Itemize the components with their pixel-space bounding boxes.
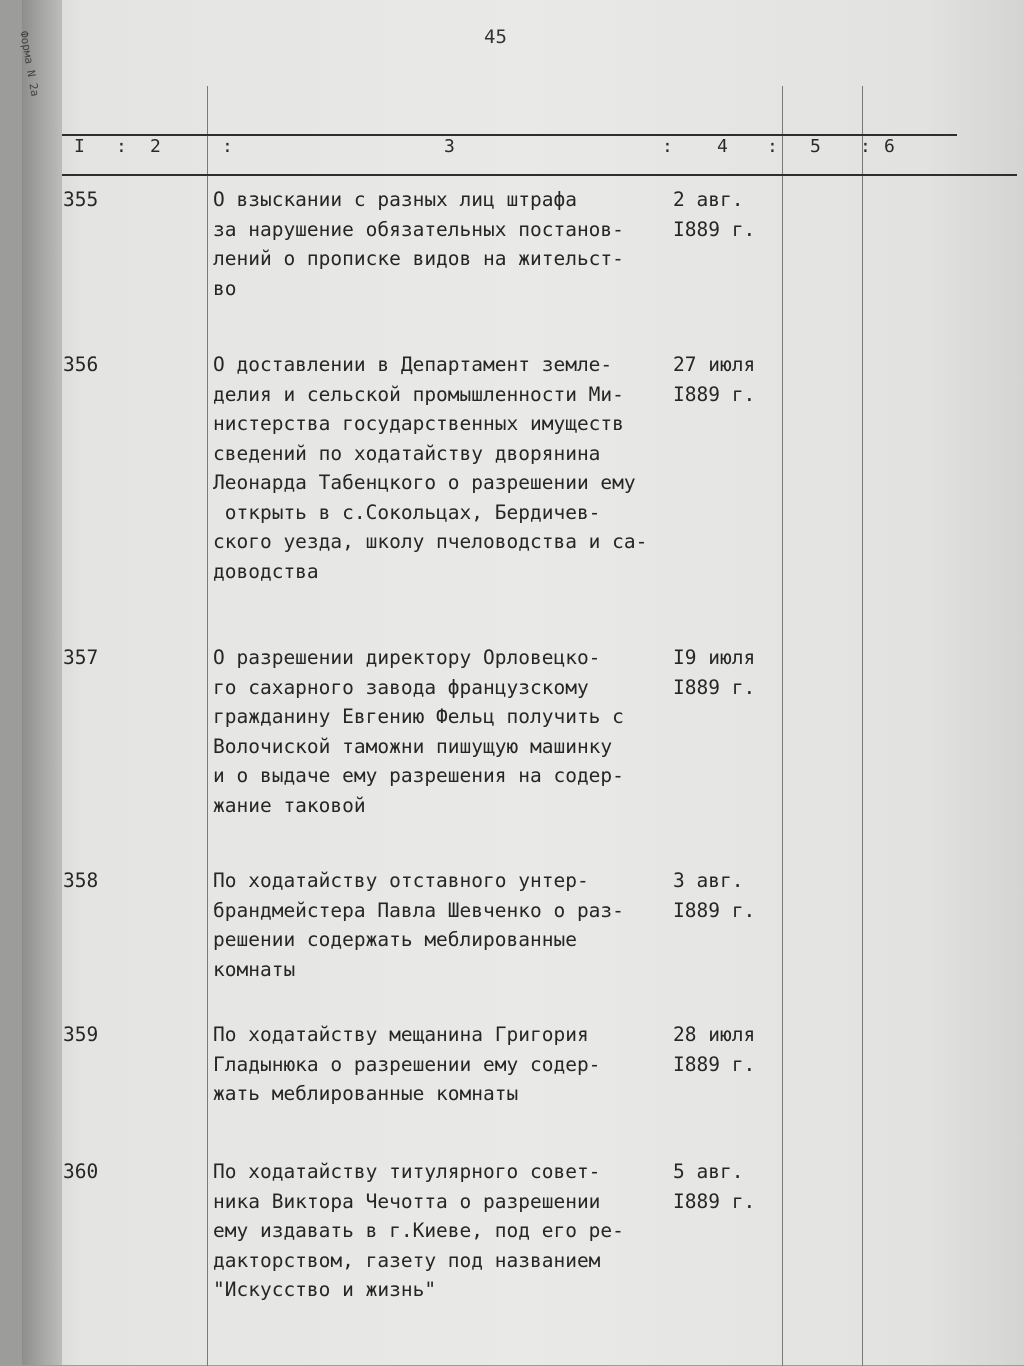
column-separator: : <box>860 136 871 157</box>
entry-date: I9 июля I889 г. <box>673 646 756 699</box>
column-separator: : <box>767 136 778 157</box>
entry-number: 357 <box>63 646 99 669</box>
form-label: Форма N 2а <box>17 30 42 98</box>
column-number: 5 <box>810 136 821 157</box>
entry-number: 355 <box>63 188 99 211</box>
column-separator: : <box>662 136 673 157</box>
entry-number: 356 <box>63 353 99 376</box>
column-number: 2 <box>150 136 161 157</box>
entry-date: 3 авг. I889 г. <box>673 869 756 922</box>
document-page <box>17 0 1024 1365</box>
column-number: 6 <box>884 136 895 157</box>
entry-date: 5 авг. I889 г. <box>673 1160 756 1213</box>
column-separator: : <box>116 136 127 157</box>
entry-date: 2 авг. I889 г. <box>673 188 756 241</box>
entry-text: О взыскании с разных лиц штрафа за нарушение обязательных постанов- лений о прописке видов на жительст- во <box>213 188 624 300</box>
header-rule-bottom <box>62 174 1017 176</box>
entry-text: По ходатайству мещанина Григория Гладынюка о разрешении ему содер- жать меблированные комнаты <box>213 1023 601 1105</box>
header-rule-top <box>62 134 957 136</box>
column-number: 3 <box>444 136 455 157</box>
column-divider <box>782 86 783 1366</box>
entry-text: По ходатайству титулярного совет- ника Виктора Чечотта о разрешении ему издавать в г.Киеве, под его ре- дакторством, газету под названием "Искусство и жизнь" <box>213 1160 624 1301</box>
column-divider <box>862 86 863 1366</box>
entry-date: 27 июля I889 г. <box>673 353 756 406</box>
entry-number: 360 <box>63 1160 99 1183</box>
column-number: 4 <box>717 136 728 157</box>
entry-number: 358 <box>63 869 99 892</box>
column-number: I <box>74 136 85 157</box>
column-divider <box>207 86 208 1366</box>
entry-number: 359 <box>63 1023 99 1046</box>
page-number: 45 <box>484 26 507 48</box>
entry-date: 28 июля I889 г. <box>673 1023 756 1076</box>
entry-text: О доставлении в Департамент земле- делия и сельской промышленности Ми- нистерства государственных имуществ сведений по ходатайству дворянина Леонарда Табенцкого о разрешении ему открыть в с.Сокольцах, Бердичев- ского уезда, школу пчеловодства и са- доводства <box>213 353 648 583</box>
column-separator: : <box>222 136 233 157</box>
entry-text: По ходатайству отставного унтер- брандмейстера Павла Шевченко о раз- решении содержать меблированные комнаты <box>213 869 624 981</box>
binding-edge <box>22 0 62 1365</box>
entry-text: О разрешении директору Орловецко- го сахарного завода французскому гражданину Евгению Фельц получить с Волочиской таможни пишущую машинку и о выдаче ему разрешения на содер- жание таковой <box>213 646 624 817</box>
